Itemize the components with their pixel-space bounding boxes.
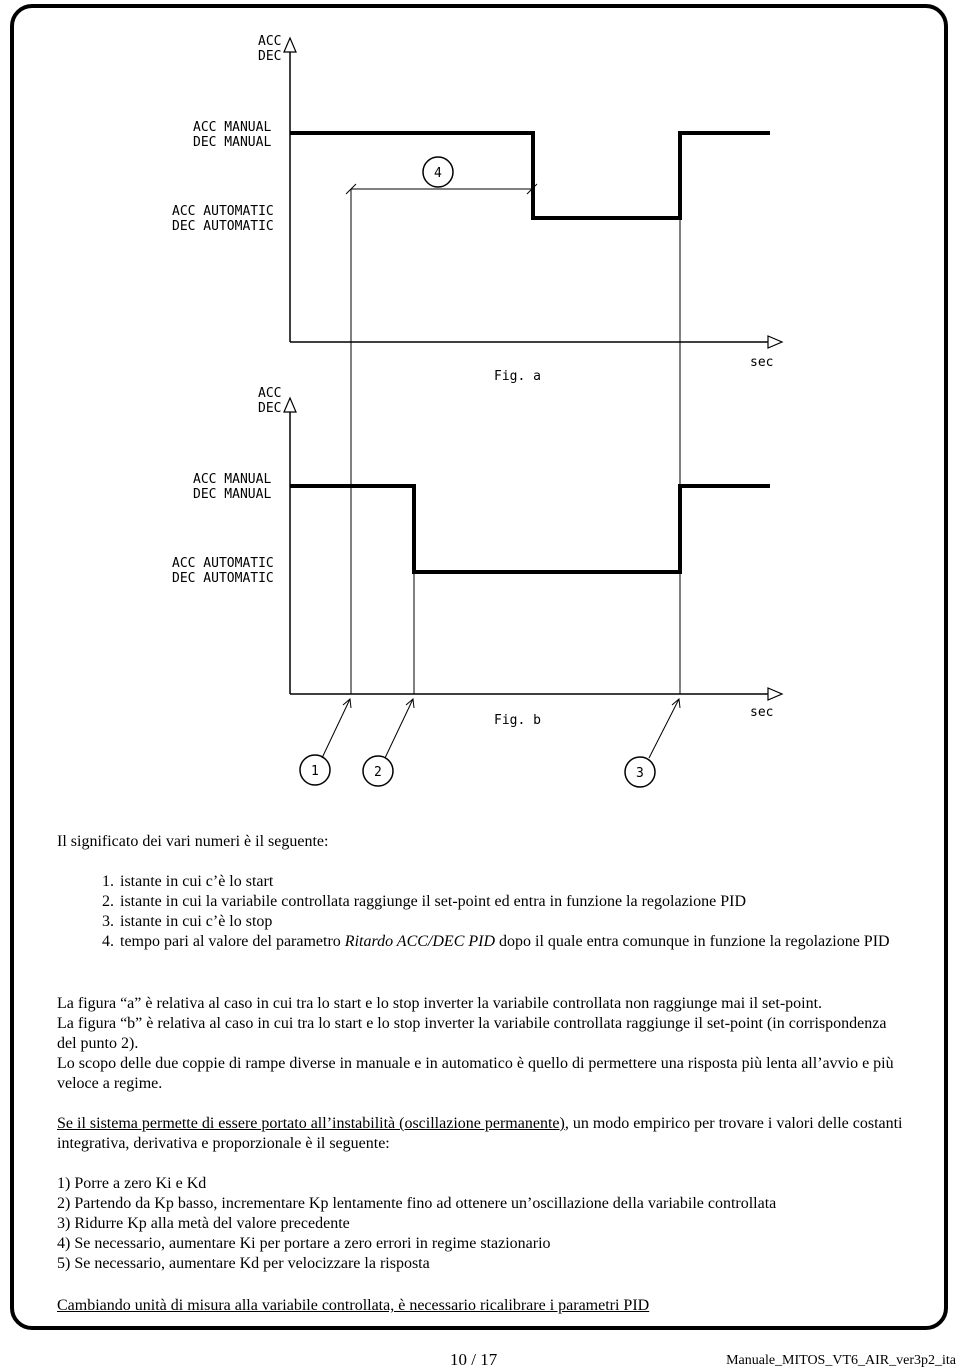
fig-b-caption: Fig. b [494,713,541,728]
fig-a-manual-label-2: DEC MANUAL [193,135,272,150]
instability-condition: Se il sistema permette di essere portato all’instabilità (oscillazione permanente) [57,1115,565,1132]
marker-4-label: 4 [434,166,442,181]
paragraph-fig-a: La figura “a” è relativa al caso in cui tra lo start e lo stop inverter la variabile controllata non raggiunge mai il set-point. [57,995,823,1012]
fig-b-y-arrow [284,398,296,412]
paragraph-ramps: Lo scopo delle due coppie di rampe diverse in manuale e in automatico è quello di permettere una risposta più lenta all’avvio e più veloce a regime. [57,1055,894,1092]
fig-a-auto-label-1: ACC AUTOMATIC [172,204,274,219]
step-4: 4) Se necessario, aumentare Ki per portare a zero errori in regime stazionario [57,1235,551,1252]
fig-b-auto-label-1: ACC AUTOMATIC [172,556,274,571]
leader-3 [649,699,679,758]
fig-a-ramp-signal [290,133,770,218]
fig-b-manual-label-2: DEC MANUAL [193,487,272,502]
document-name: Manuale_MITOS_VT6_AIR_ver3p2_ita [726,1353,956,1368]
fig-a-manual-label-1: ACC MANUAL [193,120,272,135]
step-1: 1) Porre a zero Ki e Kd [57,1175,207,1192]
fig-b [284,398,782,700]
step-2: 2) Partendo da Kp basso, incrementare Kp lentamente fino ad ottenere un’oscillazione della variabile controllata [57,1195,777,1212]
meaning-item-3: 3. istante in cui c’è lo stop [118,912,898,932]
fig-b-y-label-1: ACC [258,386,282,401]
meanings-list [90,872,898,952]
meaning-item-1: 1. istante in cui c’è lo start [118,872,898,892]
marker-1-label: 1 [311,764,319,779]
intro-text: Il significato dei vari numeri è il seguente: [57,833,329,850]
fig-b-manual-label-1: ACC MANUAL [193,472,272,487]
fig-b-y-label-2: DEC [258,401,282,416]
parameter-name: Ritardo ACC/DEC PID [344,933,496,950]
page-number: 10 / 17 [450,1350,498,1369]
fig-b-x-arrow [768,688,782,700]
fig-a-caption: Fig. a [494,369,541,384]
step-3: 3) Ridurre Kp alla metà del valore precedente [57,1215,350,1232]
meaning-item-2: 2. istante in cui la variabile controllata raggiunge il set-point ed entra in funzione la regolazione PID [118,892,898,912]
paragraph-fig-b: La figura “b” è relativa al caso in cui tra lo start e lo stop inverter la variabile controllata raggiunge il set-point (in corrispondenza del punto 2). [57,1015,887,1052]
leader-2 [385,699,413,758]
fig-a-y-label-2: DEC [258,49,282,64]
leader-1 [322,699,350,758]
marker-3-label: 3 [636,766,644,781]
fig-a-x-arrow [768,336,782,348]
fig-a [284,38,782,348]
paragraph-instability: Se il sistema permette di essere portato all’instabilità (oscillazione permanente), un modo empirico per trovare i valori delle costanti integrativa, derivativa e proporzionale è il seguente: [57,1115,903,1152]
final-note: Cambiando unità di misura alla variabile controllata, è necessario ricalibrare i parametri PID [57,1297,650,1314]
step-5: 5) Se necessario, aumentare Kd per velocizzare la risposta [57,1255,430,1272]
tuning-steps [57,1174,776,1274]
fig-a-y-label-1: ACC [258,34,282,49]
fig-b-x-label: sec [750,705,774,720]
meaning-item-4: 4. tempo pari al valore del parametro Ritardo ACC/DEC PID dopo il quale entra comunque in funzione la regolazione PID [118,932,898,952]
fig-b-auto-label-2: DEC AUTOMATIC [172,571,274,586]
marker-2-label: 2 [374,765,382,780]
fig-a-y-arrow [284,38,296,52]
fig-b-ramp-signal [290,486,770,572]
fig-a-auto-label-2: DEC AUTOMATIC [172,219,274,234]
fig-a-x-label: sec [750,355,774,370]
